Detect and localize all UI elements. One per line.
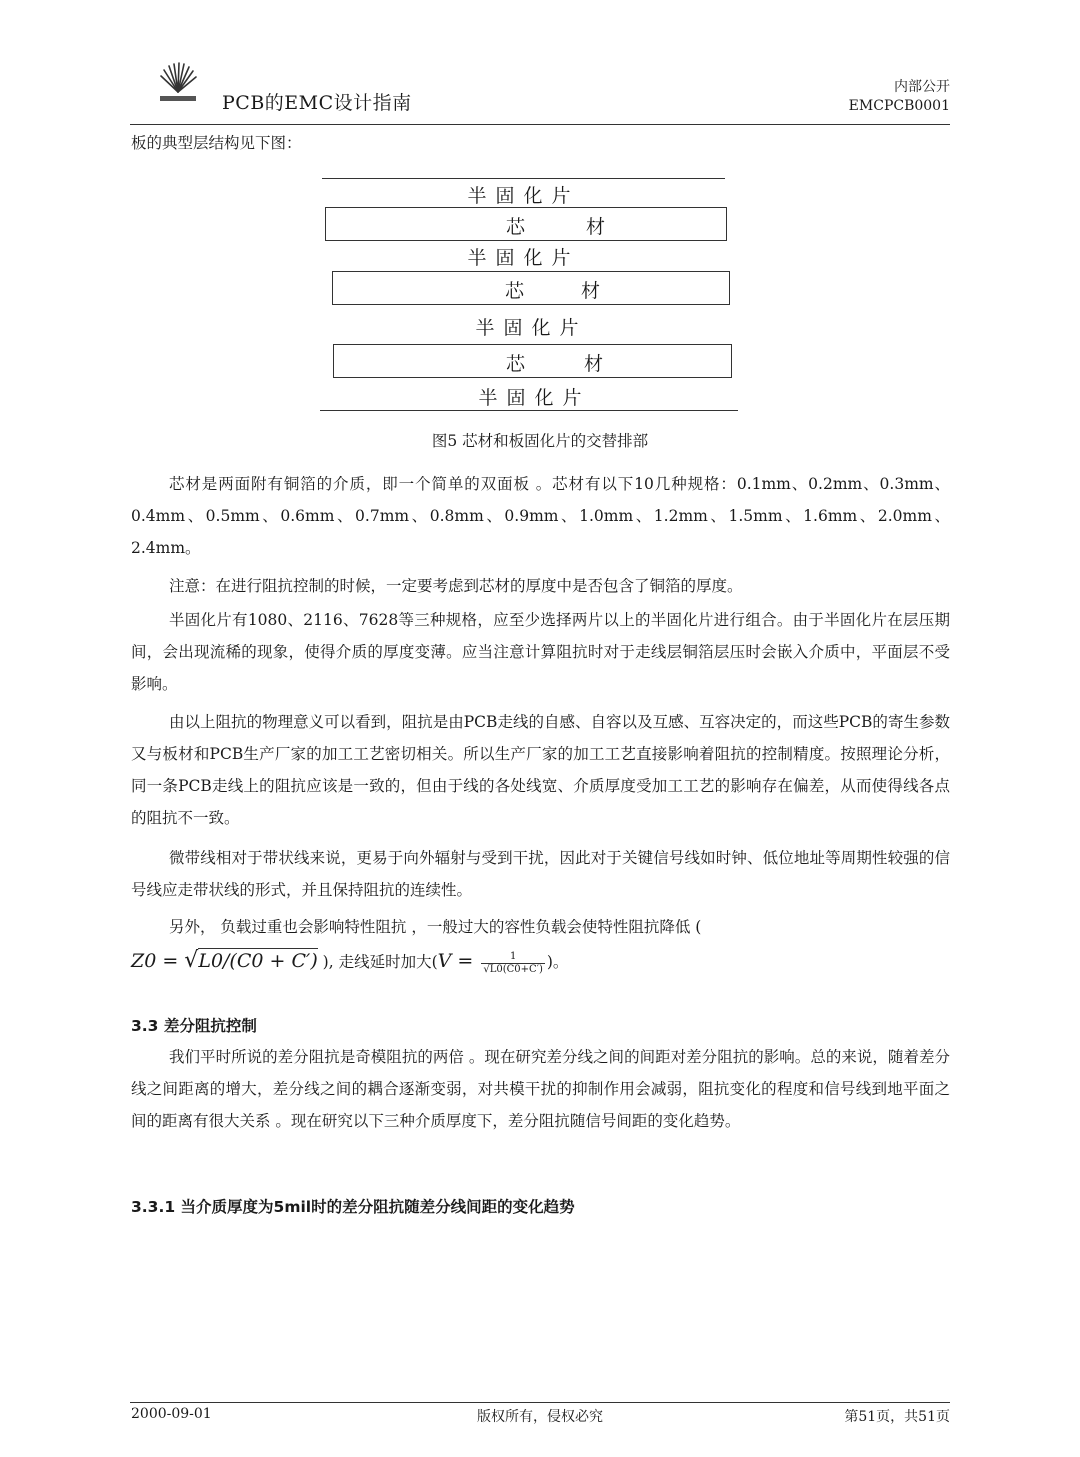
header-rule xyxy=(130,124,950,125)
formula-v-denominator: L0(C0+C′) xyxy=(489,963,543,975)
prepreg-label-1: 半固化片 xyxy=(467,185,580,207)
document-title: PCB的EMC设计指南 xyxy=(222,92,412,114)
formula-v-numerator: 1 xyxy=(481,951,545,964)
formula-v-fraction: $\frac{1}{√L0(C0+C')}$ xyxy=(483,950,543,975)
formula-end-text: )。 xyxy=(546,953,569,971)
paragraph-prepreg: 半固化片有1080、2116、7628等三种规格，应至少选择两片以上的半固化片进行组合。由于半固化片在层压期间，会出现流稀的现象，使得介质的厚度变薄。应当注意计算阻抗时对于走线层铜箔层压时会嵌入介质中，平面层不受影响。 xyxy=(131,611,950,693)
formula-line: Z0 = √L0/(C0 + C′) ), 走线延时加大(V = $\frac{1}{√L0(C0+C')}$ )。 xyxy=(131,948,569,975)
prepreg-label-4: 半固化片 xyxy=(478,387,591,409)
formula-mid-text: ), 走线延时加大( xyxy=(317,953,438,971)
core-layer-3 xyxy=(333,344,732,378)
section-heading: 3.3 差分阻抗控制 xyxy=(131,1017,257,1035)
intro-text: 板的典型层结构见下图： xyxy=(131,134,302,152)
formula-z0-radicand: L0/(C0 + C′) xyxy=(198,950,318,972)
core-label-right-2: 材 xyxy=(581,280,601,302)
paragraph-differential: 我们平时所说的差分阻抗是奇模阻抗的两倍 。现在研究差分线之间的间距对差分阻抗的影响。总的来说，随着差分线之间距离的增大，差分线之间的耦合逐渐变弱，对共模干扰的抑制作用会减弱，阻抗变化的程度和信号线到地平面之间的距离有很大关系 。现在研究以下三种介质厚度下，差分阻抗随信号间距的变化趋势。 xyxy=(131,1048,950,1130)
core-layer-2 xyxy=(332,271,730,305)
layer-bottom-line xyxy=(320,410,738,411)
paragraph-impedance-meaning: 由以上阻抗的物理意义可以看到，阻抗是由PCB走线的自感、自容以及互感、互容决定的，而这些PCB的寄生参数又与板材和PCB生产厂家的加工工艺密切相关。所以生产厂家的加工工艺直接影响着阻抗的控制精度。按照理论分析，同一条PCB走线上的阻抗应该是一致的，但由于线的各处线宽、介质厚度受加工工艺的影响存在偏差，从而使得线各点的阻抗不一致。 xyxy=(131,713,950,827)
core-label-right-1: 材 xyxy=(586,216,606,238)
layer-top-line xyxy=(322,178,725,179)
core-label-left-1: 芯 xyxy=(506,216,526,238)
subsection-heading: 3.3.1 当介质厚度为5mil时的差分阻抗随差分线间距的变化趋势 xyxy=(131,1198,575,1216)
core-label-right-3: 材 xyxy=(584,353,604,375)
document-code: EMCPCB0001 xyxy=(848,98,950,114)
paragraph-note: 注意：在进行阻抗控制的时候，一定要考虑到芯材的厚度中是否包含了铜箔的厚度。 xyxy=(169,577,743,595)
core-label-left-2: 芯 xyxy=(505,280,525,302)
core-label-left-3: 芯 xyxy=(506,353,526,375)
paragraph-load: 另外， 负载过重也会影响特性阻抗 ，一般过大的容性负载会使特性阻抗降低 ( xyxy=(169,918,702,936)
footer-page-number: 第51页，共51页 xyxy=(844,1409,950,1425)
footer-date: 2000-09-01 xyxy=(131,1406,212,1422)
classification-label: 内部公开 xyxy=(894,79,950,95)
prepreg-label-3: 半固化片 xyxy=(475,317,588,339)
figure-caption: 图5 芯材和板固化片的交替排部 xyxy=(431,432,649,450)
paragraph-microstrip: 微带线相对于带状线来说，更易于向外辐射与受到干扰，因此对于关键信号线如时钟、低位地址等周期性较强的信号线应走带状线的形式，并且保持阻抗的连续性。 xyxy=(131,849,950,899)
formula-z0-lhs: Z0 = xyxy=(131,950,185,972)
prepreg-label-2: 半固化片 xyxy=(467,247,580,269)
footer-rule xyxy=(130,1402,950,1403)
company-logo-icon xyxy=(155,62,201,106)
formula-v-lhs: V = xyxy=(437,950,480,972)
paragraph-core-spec: 芯材是两面附有铜箔的介质，即一个简单的双面板 。芯材有以下10几种规格：0.1mm、0.2mm、0.3mm、0.4mm、0.5mm、0.6mm、0.7mm、0.8mm、0.9mm、1.0mm、1.2mm、1.5mm、1.6mm、2.0mm、2.4mm。 xyxy=(131,475,950,557)
core-layer-1 xyxy=(325,207,727,241)
footer-copyright: 版权所有，侵权必究 xyxy=(477,1409,603,1425)
